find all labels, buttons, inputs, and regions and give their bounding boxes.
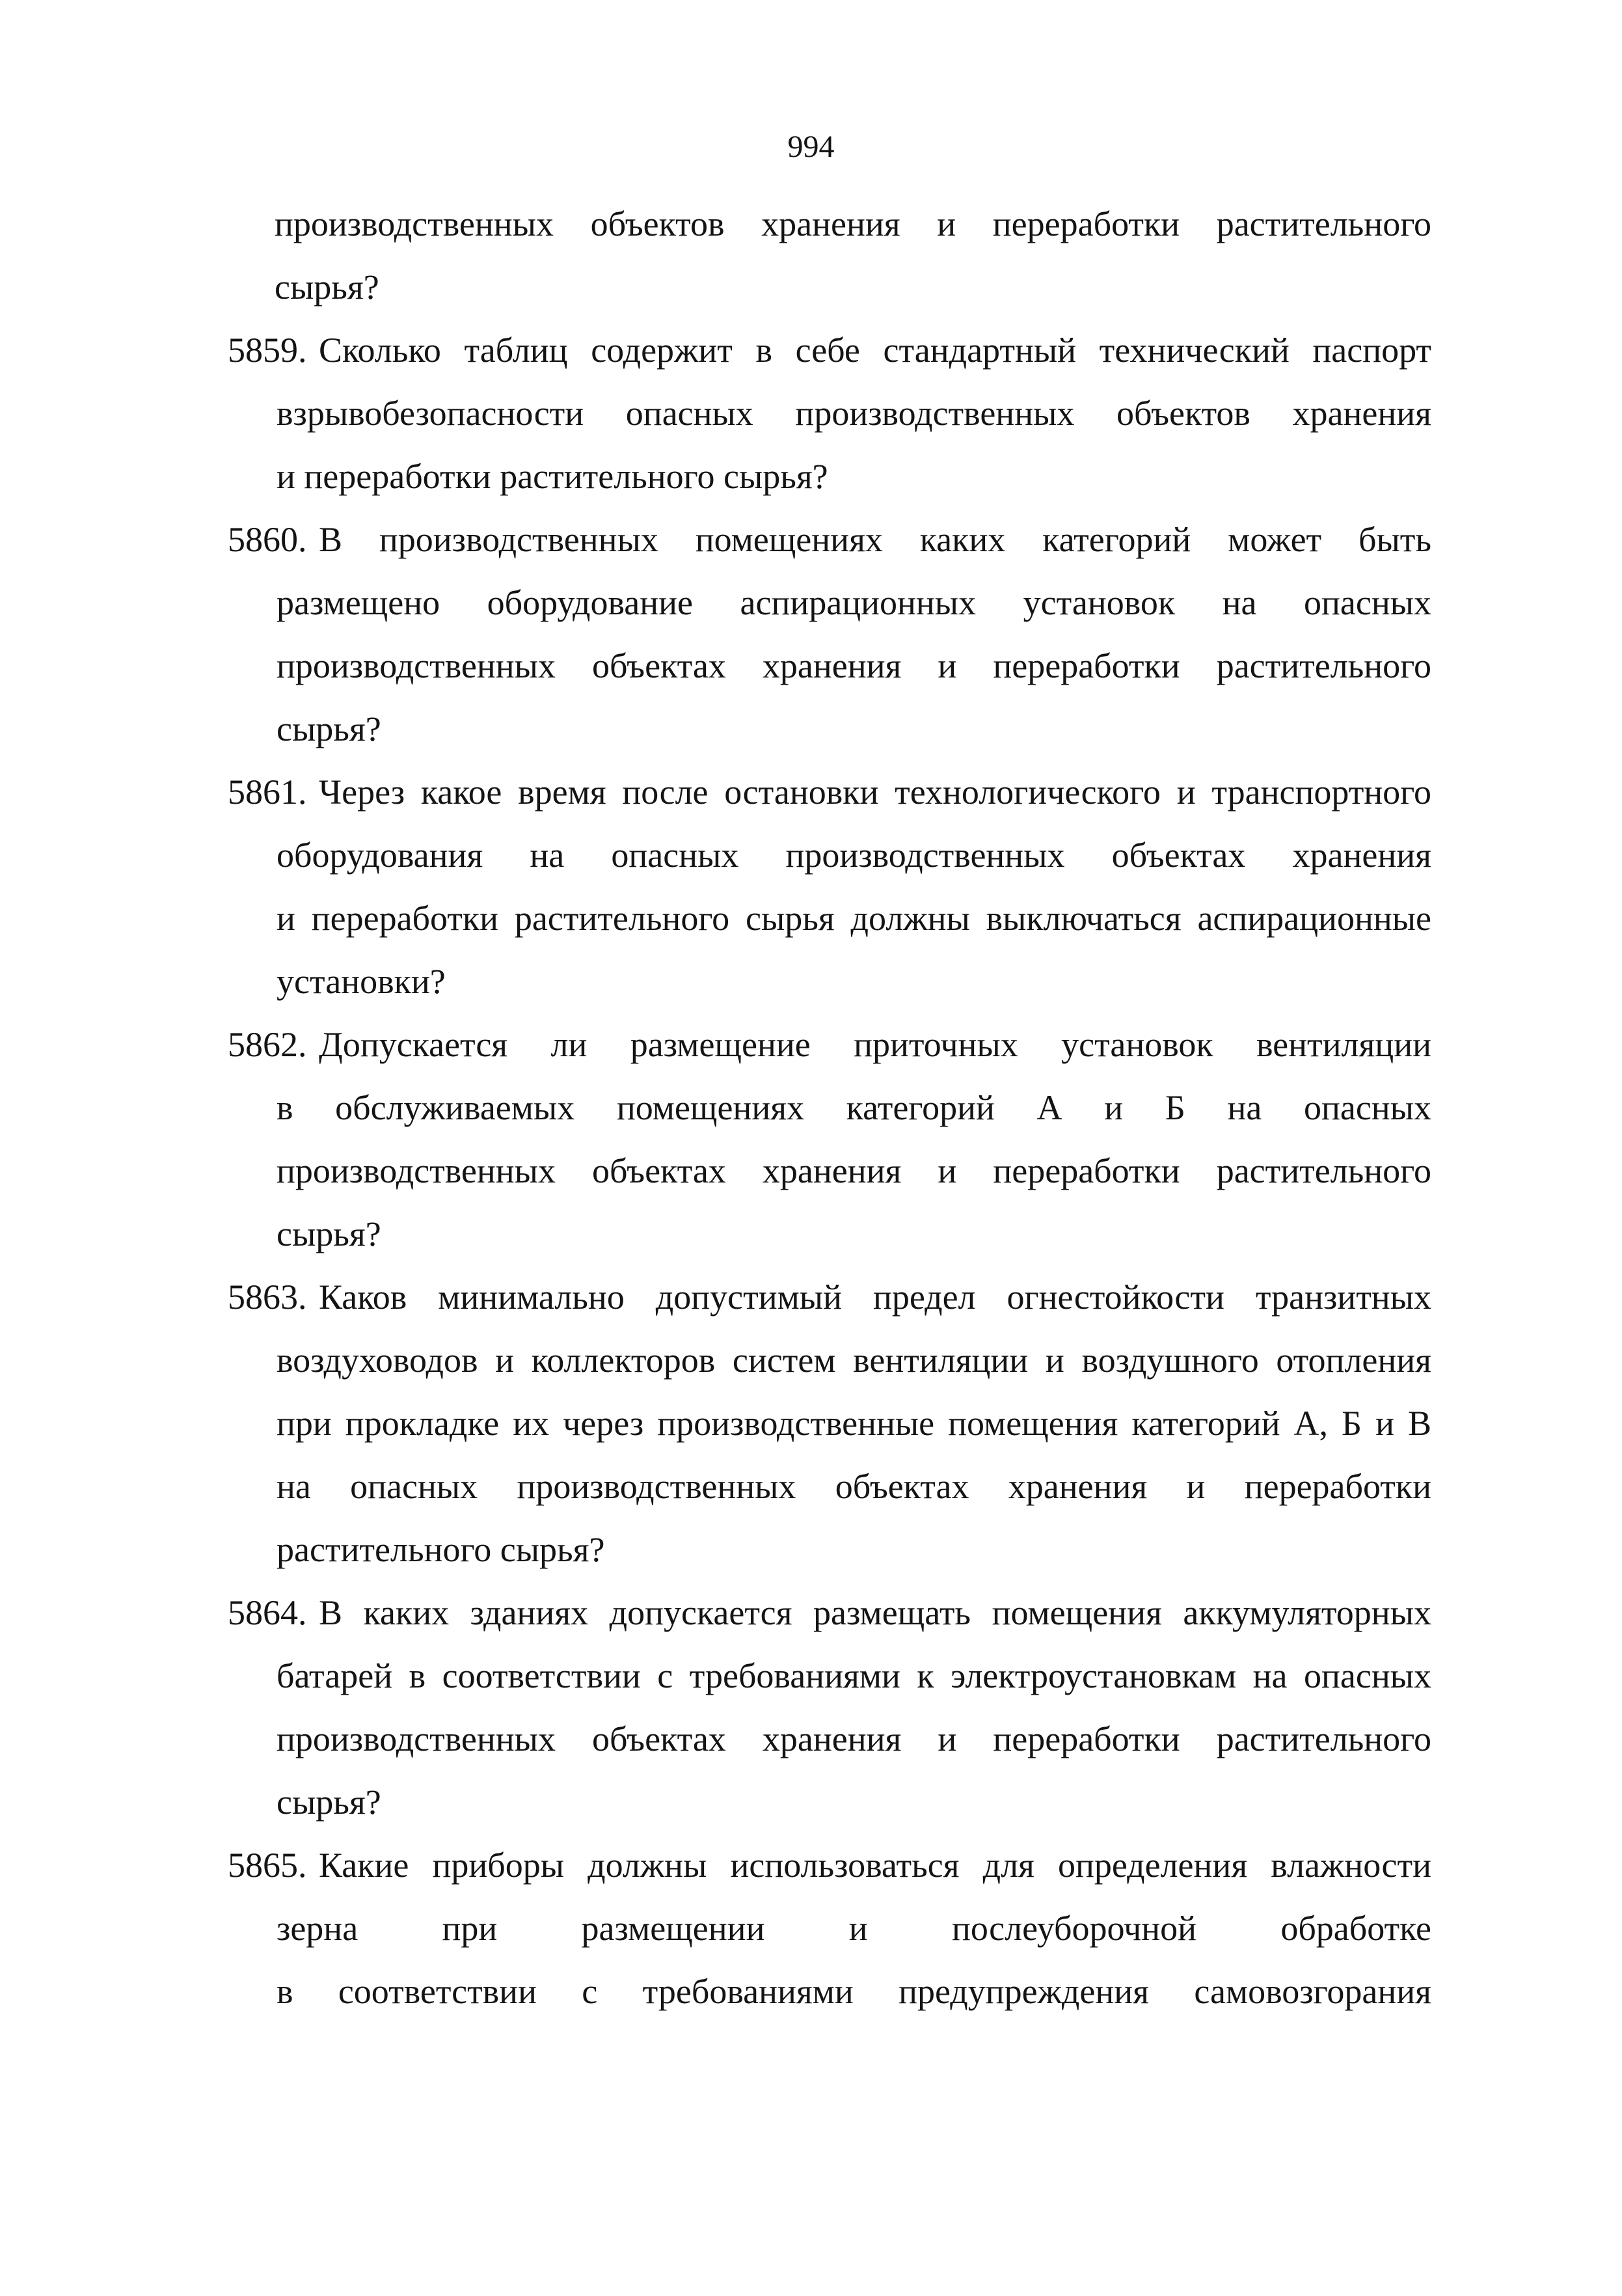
question-number: 5861. (228, 772, 307, 812)
question-number: 5864. (228, 1593, 307, 1632)
question-5859 (228, 319, 1431, 508)
question-number: 5865. (228, 1846, 307, 1885)
page-number: 994 (787, 130, 835, 164)
text-line: сырья? (277, 1783, 381, 1822)
text-line: Через какое время после остановки технологического и транспортного (319, 772, 1431, 812)
text-line: в соответствии с требованиями предупреждения самовозгорания (277, 1972, 1431, 2011)
question-number: 5859. (228, 331, 307, 370)
text-line: взрывобезопасности опасных производственных объектов хранения (277, 394, 1431, 433)
question-5864 (228, 1581, 1431, 1834)
text-line: батарей в соответствии с требованиями к электроустановкам на опасных (277, 1656, 1431, 1695)
question-5861 (228, 761, 1431, 1013)
question-5863 (228, 1266, 1431, 1581)
text-line: Каков минимально допустимый предел огнестойкости транзитных (319, 1278, 1431, 1317)
text-line: и переработки растительного сырья? (277, 457, 828, 496)
text-line: В производственных помещениях каких категорий может быть (319, 520, 1431, 559)
text-line: размещено оборудование аспирационных установок на опасных (277, 583, 1431, 622)
continued-question (228, 193, 1431, 319)
text-line: и переработки растительного сырья должны выключаться аспирационные (277, 899, 1431, 938)
question-number: 5863. (228, 1278, 307, 1317)
text-line: производственных объектах хранения и переработки растительного (277, 1719, 1431, 1758)
text-line: производственных объектах хранения и переработки растительного (277, 1151, 1431, 1190)
text-line: в обслуживаемых помещениях категорий А и Б на опасных (277, 1088, 1431, 1127)
question-5860 (228, 508, 1431, 761)
question-5865 (228, 1834, 1431, 2023)
text-line: оборудования на опасных производственных объектах хранения (277, 836, 1431, 875)
text-line: сырья? (275, 267, 379, 307)
text-line: растительного сырья? (277, 1530, 605, 1569)
text-line: на опасных производственных объектах хранения и переработки (277, 1467, 1431, 1506)
question-number: 5862. (228, 1025, 307, 1064)
text-line: производственных объектов хранения и переработки растительного (275, 204, 1431, 243)
text-line: зерна при размещении и послеуборочной обработке (277, 1909, 1431, 1948)
text-line: сырья? (277, 1214, 381, 1253)
text-line: воздуховодов и коллекторов систем вентиляции и воздушного отопления (277, 1341, 1431, 1380)
text-line: Какие приборы должны использоваться для определения влажности (319, 1846, 1431, 1885)
text-line: Допускается ли размещение приточных установок вентиляции (319, 1025, 1431, 1064)
text-line: В каких зданиях допускается размещать помещения аккумуляторных (319, 1593, 1431, 1632)
text-line: при прокладке их через производственные помещения категорий А, Б и В (277, 1404, 1431, 1443)
question-number: 5860. (228, 520, 307, 559)
question-5862 (228, 1013, 1431, 1266)
text-line: установки? (277, 962, 446, 1001)
page-content (228, 193, 1431, 2023)
text-line: сырья? (277, 709, 381, 748)
text-line: Сколько таблиц содержит в себе стандартный технический паспорт (319, 331, 1431, 370)
text-line: производственных объектах хранения и переработки растительного (277, 646, 1431, 685)
